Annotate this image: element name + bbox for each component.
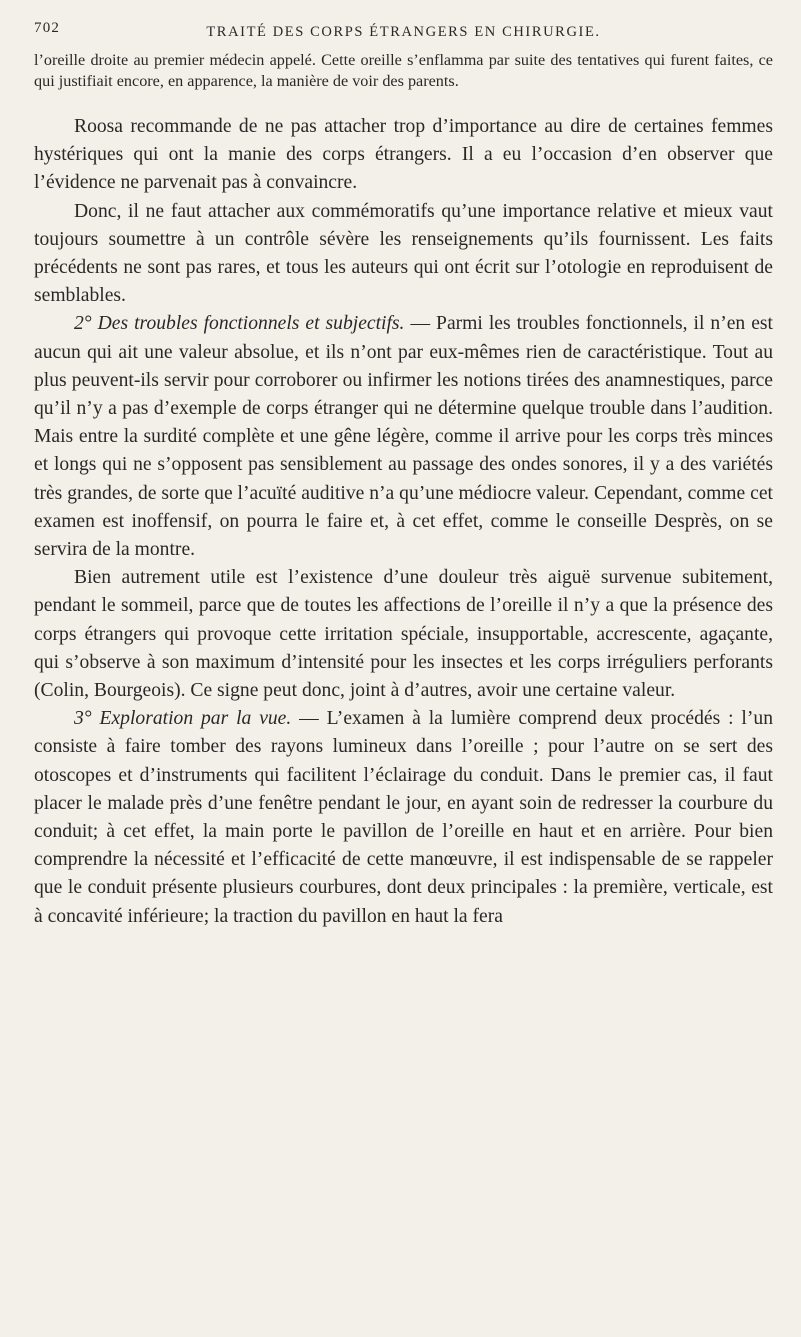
paragraph-text-troubles: — Parmi les troubles fonctionnels, il n’en est aucun qui ait une valeur absolue, et ils n’ont par eux-mêmes rien de caractéristique. Tout au plus peuvent-ils servir pour corroborer ou infirmer les notions tirées des anamnestiques, parce qu’il n’y a pas d’exemple de corps étranger qui ne détermine quelque trouble dans l’audition. Mais entre la surdité complète et une gêne légère, comme il arrive pour les corps très minces et longs qui ne s’opposent pas sensiblement au passage des ondes sonores, il y a des variétés très grandes, de sorte que l’acuïté auditive n’a qu’une médiocre valeur. Cependant, comme cet examen est inoffensif, on pourra le faire et, à cet effet, comme le conseille Desprès, on se servira de la montre. xyxy=(34,313,773,561)
paragraph-text-exploration: — L’examen à la lumière comprend deux procédés : l’un consiste à faire tomber des rayons lumineux dans l’oreille ; pour l’autre on se sert des otoscopes et d’instruments qui facilitent l’éclairage du conduit. Dans le premier cas, il faut placer le malade près d’une fenêtre pendant le jour, en ayant soin de redresser la courbure du conduit; à cet effet, la main porte le pavillon de l’oreille en haut et en arrière. Pour bien comprendre la nécessité et l’efficacité de cette manœuvre, il est indispensable de se rappeler que le conduit présente plusieurs courbures, dont deux principales : la première, verticale, est à concavité inférieure; la traction du pavillon en haut la fera xyxy=(34,708,773,927)
running-title: TRAITÉ DES CORPS ÉTRANGERS EN CHIRURGIE. xyxy=(206,24,601,40)
paragraph-troubles-fonctionnels xyxy=(34,310,773,564)
paragraph-roosa: Roosa recommande de ne pas attacher trop d’importance au dire de certaines femmes hystériques qui ont la manie des corps étrangers. Il a eu l’occasion d’en observer que l’évidence ne parvenait pas à convaincre. xyxy=(34,116,773,194)
paragraph-douleur: Bien autrement utile est l’existence d’une douleur très aiguë survenue subitement, pendant le sommeil, parce que de toutes les affections de l’oreille il n’y a que la présence des corps étrangers qui provoque cette irritation spéciale, insupportable, accrescente, agaçante, qui s’observe à son maximum d’intensité pour les insectes et les corps irréguliers perforants (Colin, Bourgeois). Ce signe peut donc, joint à d’autres, avoir une certaine valeur. xyxy=(34,567,773,702)
page-number: 702 xyxy=(34,20,61,36)
running-head xyxy=(34,14,773,40)
section-heading-troubles: 2° Des troubles fonctionnels et subjectifs. xyxy=(74,313,405,335)
paragraph-exploration-vue xyxy=(34,705,773,931)
section-heading-exploration: 3° Exploration par la vue. xyxy=(74,708,292,730)
paragraph-continuation: l’oreille droite au premier médecin appelé. Cette oreille s’enflamma par suite des tentatives qui furent faites, ce qui justifiait encore, en apparence, la manière de voir des parents. xyxy=(34,51,773,90)
paragraph-commemoratifs: Donc, il ne faut attacher aux commémoratifs qu’une importance relative et mieux vaut toujours soumettre à un contrôle sévère les renseignements qu’ils fournissent. Les faits précédents ne sont pas rares, et tous les auteurs qui ont écrit sur l’otologie en reproduisent de semblables. xyxy=(34,200,773,307)
